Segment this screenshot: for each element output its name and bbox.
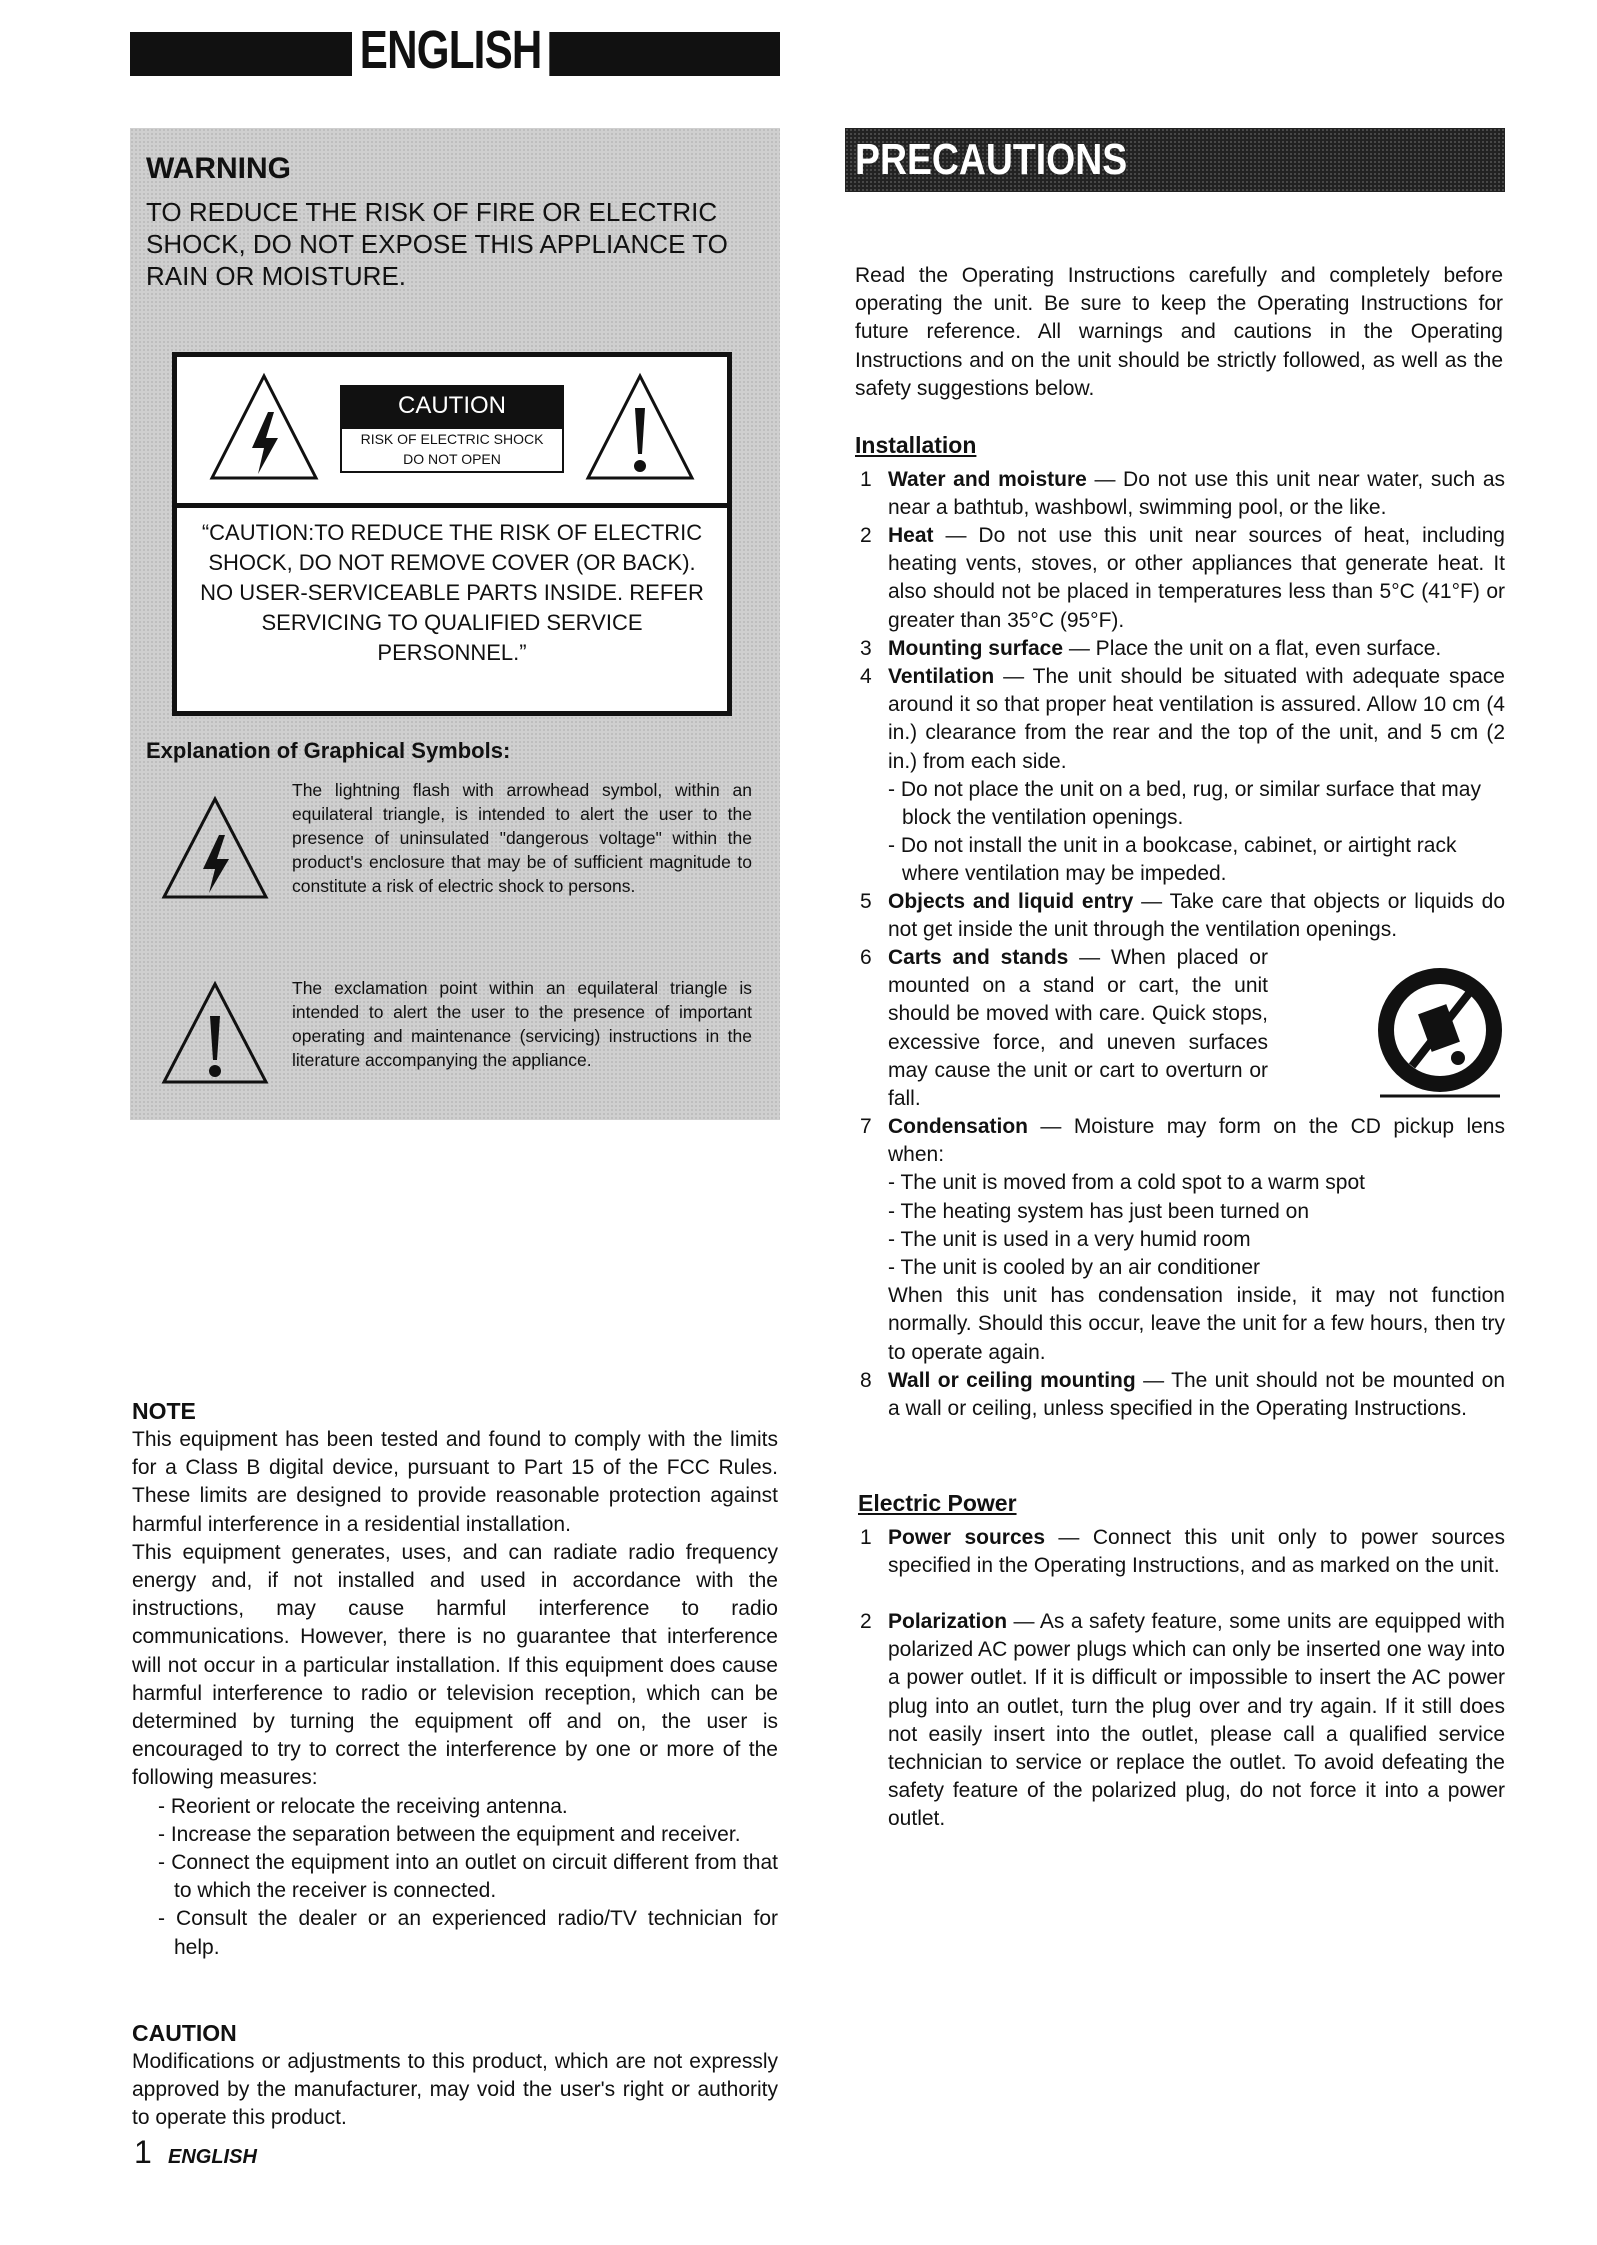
item-number: 7 (860, 1115, 872, 1138)
condensation-sub: - The unit is cooled by an air conditioner (888, 1256, 1260, 1280)
installation-item-7 (860, 1113, 1505, 1367)
installation-item-5 (860, 888, 1505, 944)
item-number: 3 (860, 637, 872, 660)
electric-item-2 (860, 1608, 1505, 1834)
installation-item-3 (860, 635, 1505, 663)
item-number: 4 (860, 665, 872, 688)
lightning-explanation: The lightning flash with arrowhead symbol, within an equilateral triangle, is intended to alert the user to the presence of uninsulated "dangerous voltage" within the product's enclosure that may be of sufficient magnitude to constitute a risk of electric shock to persons. (292, 780, 752, 896)
item-text: — When placed or mounted on a stand or cart, the unit should be moved with care. Quick stops, excessive force, and uneven surfaces may cause the unit or cart to overturn or fall. (888, 946, 1268, 1111)
cart-warning-icon (1370, 960, 1510, 1100)
note-bullet: - Increase the separation between the equipment and receiver. (158, 1822, 741, 1846)
note-body (132, 1426, 778, 1962)
exclamation-explanation: The exclamation point within an equilateral triangle is intended to alert the user to the presence of important operating and maintenance (servicing) instructions in the literature accompanying the appliance. (292, 978, 752, 1070)
item-text: — Moisture may form on the CD pickup lens when: (888, 1115, 1505, 1167)
item-text: — Connect this unit only to power sources specified in the Operating Instructions, and as marked on the unit. (888, 1526, 1505, 1578)
note-bullet: - Connect the equipment into an outlet on circuit different from that to which the receiver is connected. (158, 1851, 778, 1903)
ventilation-sub: - Do not place the unit on a bed, rug, or similar surface that may block the ventilation openings. (888, 777, 1481, 830)
exclamation-triangle-icon (584, 370, 696, 482)
electric-item-1 (860, 1524, 1505, 1580)
lightning-symbol-icon (160, 795, 270, 901)
item-heading: Heat (888, 524, 934, 547)
electric-power-heading: Electric Power (858, 1490, 1017, 1516)
installation-item-2 (860, 522, 1505, 635)
caution-text: Modifications or adjustments to this product, which are not expressly approved by the manufacturer, may void the user's right or authority to operate this product. (132, 2050, 778, 2130)
lightning-triangle-icon (208, 370, 320, 482)
item-number: 1 (860, 1526, 872, 1549)
item-text: — Do not use this unit near sources of heat, including heating vents, stoves, or other appliances that generate heat. It also should not be placed in temperatures less than 5°C (41°F) or greater than 35°C (95°F). (888, 524, 1505, 632)
precautions-title: PRECAUTIONS (855, 135, 1128, 184)
item-heading: Mounting surface (888, 637, 1064, 660)
item-heading: Water and moisture (888, 468, 1087, 491)
caution-title: CAUTION (132, 2020, 237, 2046)
item-text: — Take care that objects or liquids do not get inside the unit through the ventilation openings. (888, 890, 1505, 942)
item-number: 8 (860, 1369, 872, 1392)
item-text: — As a safety feature, some units are equipped with polarized AC power plugs which can only be inserted one way into a power outlet. If it is difficult or impossible to insert the AC power plug into an outlet, turn the plug over and try again. If it still does not easily insert into the outlet, please call a qualified service technician to service or replace the outlet. To avoid defeating the safety feature of the polarized plug, do not force it into a power outlet. (888, 1610, 1505, 1831)
ventilation-sub: - Do not install the unit in a bookcase, cabinet, or airtight rack where ventilation may be impeded. (888, 834, 1457, 886)
caution-sub-label (340, 427, 564, 473)
item-text: — Place the unit on a flat, even surface. (1063, 637, 1442, 660)
item-text: — Do not use this unit near water, such as near a bathtub, washbowl, swimming pool, or the like. (888, 468, 1506, 520)
warning-text: TO REDUCE THE RISK OF FIRE OR ELECTRIC SHOCK, DO NOT EXPOSE THIS APPLIANCE TO RAIN OR MOISTURE. (146, 197, 728, 291)
language-header-title: ENGLISH (352, 20, 549, 80)
item-heading: Power sources (888, 1526, 1045, 1549)
caution-sub-line-2: DO NOT OPEN (403, 451, 501, 467)
caution-quote: “CAUTION:TO REDUCE THE RISK OF ELECTRIC SHOCK, DO NOT REMOVE COVER (OR BACK). NO USER-SERVICEABLE PARTS INSIDE. REFER SERVICING TO QUALIFIED SERVICE PERSONNEL.” (200, 520, 704, 665)
item-number: 5 (860, 890, 872, 913)
condensation-sub: - The unit is used in a very humid room (888, 1227, 1251, 1251)
exclamation-symbol-icon (160, 980, 270, 1086)
item-heading: Wall or ceiling mounting (888, 1369, 1136, 1392)
item-heading: Ventilation (888, 665, 995, 688)
explanation-title: Explanation of Graphical Symbols: (146, 738, 511, 763)
item-heading: Carts and stands (888, 946, 1069, 969)
item-number: 6 (860, 946, 872, 969)
note-bullet: - Reorient or relocate the receiving antenna. (158, 1794, 568, 1818)
condensation-sub: - The heating system has just been turned on (888, 1199, 1310, 1223)
note-bullets (132, 1793, 778, 1962)
installation-heading: Installation (855, 432, 977, 458)
note-paragraph-2: This equipment generates, uses, and can radiate radio frequency energy and, if not installed and used in accordance with the instructions, may cause harmful interference to radio communications. However, there is no guarantee that interference will not occur in a particular installation. If this equipment does cause harmful interference to radio or television reception, which can be determined by turning the equipment off and on, the user is encouraged to try to correct the interference by one or more of the following measures: (132, 1540, 778, 1790)
note-bullet: - Consult the dealer or an experienced radio/TV technician for help. (158, 1907, 778, 1959)
installation-item-1 (860, 466, 1505, 522)
footer-language: ENGLISH (168, 2146, 257, 2168)
item-number: 2 (860, 1610, 872, 1633)
item-number: 1 (860, 468, 872, 491)
item-heading: Condensation (888, 1115, 1028, 1138)
page-number: 1 (134, 2134, 152, 2170)
note-title: NOTE (132, 1398, 196, 1424)
condensation-sub: - The unit is moved from a cold spot to a warm spot (888, 1171, 1365, 1195)
precautions-intro: Read the Operating Instructions carefully and completely before operating the unit. Be sure to keep the Operating Instructions for future reference. All warnings and cautions in the Operating Instructions and on the unit should be strictly followed, as well as the safety suggestions below. (855, 264, 1503, 400)
caution-sub-line-1: RISK OF ELECTRIC SHOCK (360, 431, 544, 447)
installation-item-4 (860, 663, 1505, 889)
caution-label: CAUTION (340, 385, 564, 427)
item-text: — The unit should not be mounted on a wall or ceiling, unless specified in the Operating Instructions. (888, 1369, 1505, 1421)
item-text: — The unit should be situated with adequate space around it so that proper heat ventilation is assured. Allow 10 cm (4 in.) clearance from the rear and the top of the unit, and 5 cm (2 in.) from each side. (888, 665, 1505, 773)
note-paragraph-1: This equipment has been tested and found to comply with the limits for a Class B digital device, pursuant to Part 15 of the FCC Rules. These limits are designed to provide reasonable protection against harmful interference in a residential installation. (132, 1428, 778, 1536)
item-number: 2 (860, 524, 872, 547)
warning-title: WARNING (146, 152, 291, 185)
item-heading: Objects and liquid entry (888, 890, 1134, 913)
item-heading: Polarization (888, 1610, 1008, 1633)
installation-item-8 (860, 1367, 1505, 1423)
condensation-after: When this unit has condensation inside, it may not function normally. Should this occur, leave the unit for a few hours, then try to operate again. (888, 1284, 1505, 1364)
